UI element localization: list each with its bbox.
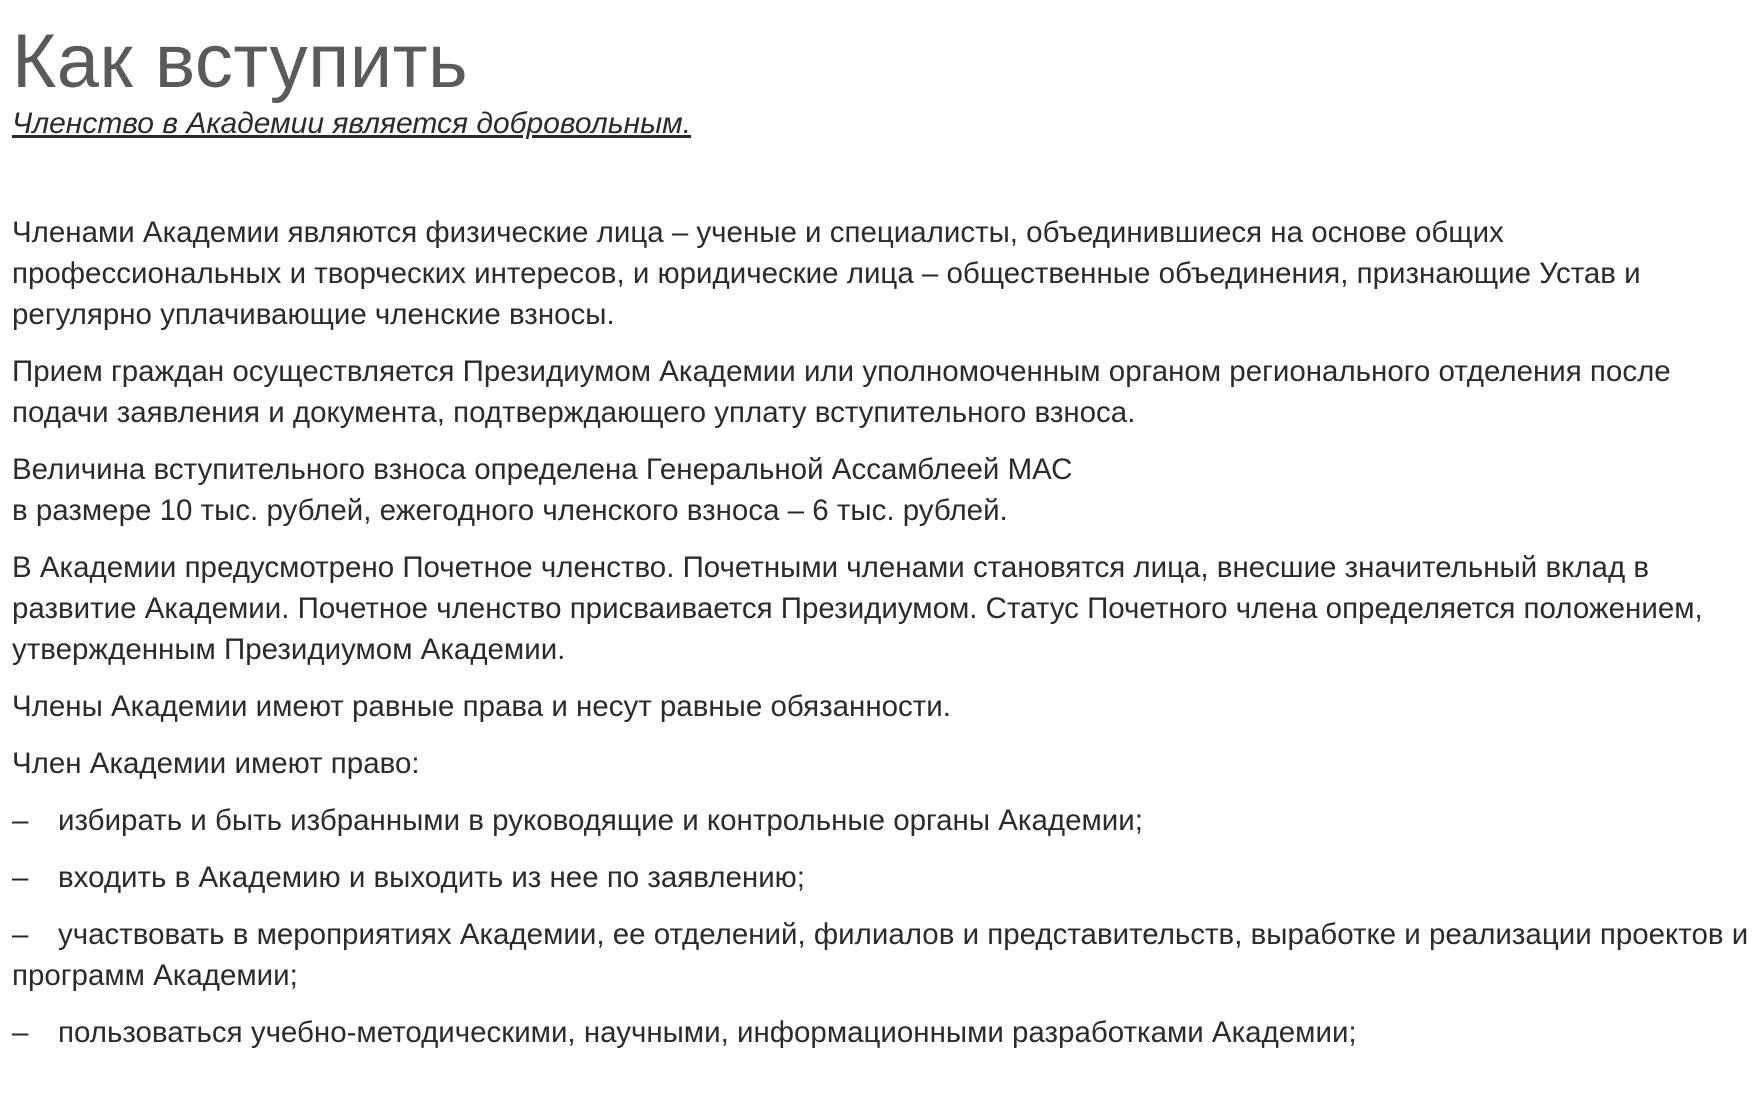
- paragraph-honorary: В Академии предусмотрено Почетное членство. Почетными членами становятся лица, внесшие значительный вклад в развитие Академии. Почетное членство присваивается Президиумом. Статус Почетного члена определяется положением, утвержденным Президиумом Академии.: [12, 551, 1703, 666]
- list-item: [12, 1012, 1752, 1053]
- page-title: Как вступить: [12, 19, 469, 104]
- list-item: [12, 857, 1752, 898]
- list-item-text: входить в Академию и выходить из нее по заявлению;: [58, 861, 806, 894]
- dash-bullet: –: [12, 1016, 29, 1049]
- paragraph-membership: Членами Академии являются физические лица – ученые и специалисты, объединившиеся на основе общих профессиональных и творческих интересов, и юридические лица – общественные объединения, признающие Устав и регулярно уплачивающие членские взносы.: [12, 216, 1641, 331]
- article-body: [12, 212, 1752, 1053]
- page-content: [12, 0, 1752, 1069]
- paragraph-rights-intro: Член Академии имеют право:: [12, 747, 420, 780]
- paragraph-admission: Прием граждан осуществляется Президиумом Академии или уполномоченным органом регионального отделения после подачи заявления и документа, подтверждающего уплату вступительного взноса.: [12, 355, 1671, 429]
- list-item: [12, 914, 1752, 996]
- paragraph-fees: [12, 449, 1752, 531]
- paragraph-equal-rights: Члены Академии имеют равные права и несут равные обязанности.: [12, 690, 951, 723]
- dash-bullet: –: [12, 804, 29, 837]
- fees-line-2: в размере 10 тыс. рублей, ежегодного членского взноса – 6 тыс. рублей.: [12, 494, 1008, 527]
- list-item: [12, 800, 1752, 841]
- fees-line-1: Величина вступительного взноса определена Генеральной Ассамблеей МАС: [12, 453, 1073, 486]
- dash-bullet: –: [12, 918, 29, 951]
- page-subtitle: Членство в Академии является добровольным.: [12, 107, 692, 140]
- dash-bullet: –: [12, 861, 29, 894]
- list-item-text: пользоваться учебно-методическими, научными, информационными разработками Академии;: [58, 1016, 1357, 1049]
- list-item-text: избирать и быть избранными в руководящие и контрольные органы Академии;: [58, 804, 1143, 837]
- list-item-text: участвовать в мероприятиях Академии, ее отделений, филиалов и представительств, выработке и реализации проектов и программ Академии;: [12, 918, 1749, 992]
